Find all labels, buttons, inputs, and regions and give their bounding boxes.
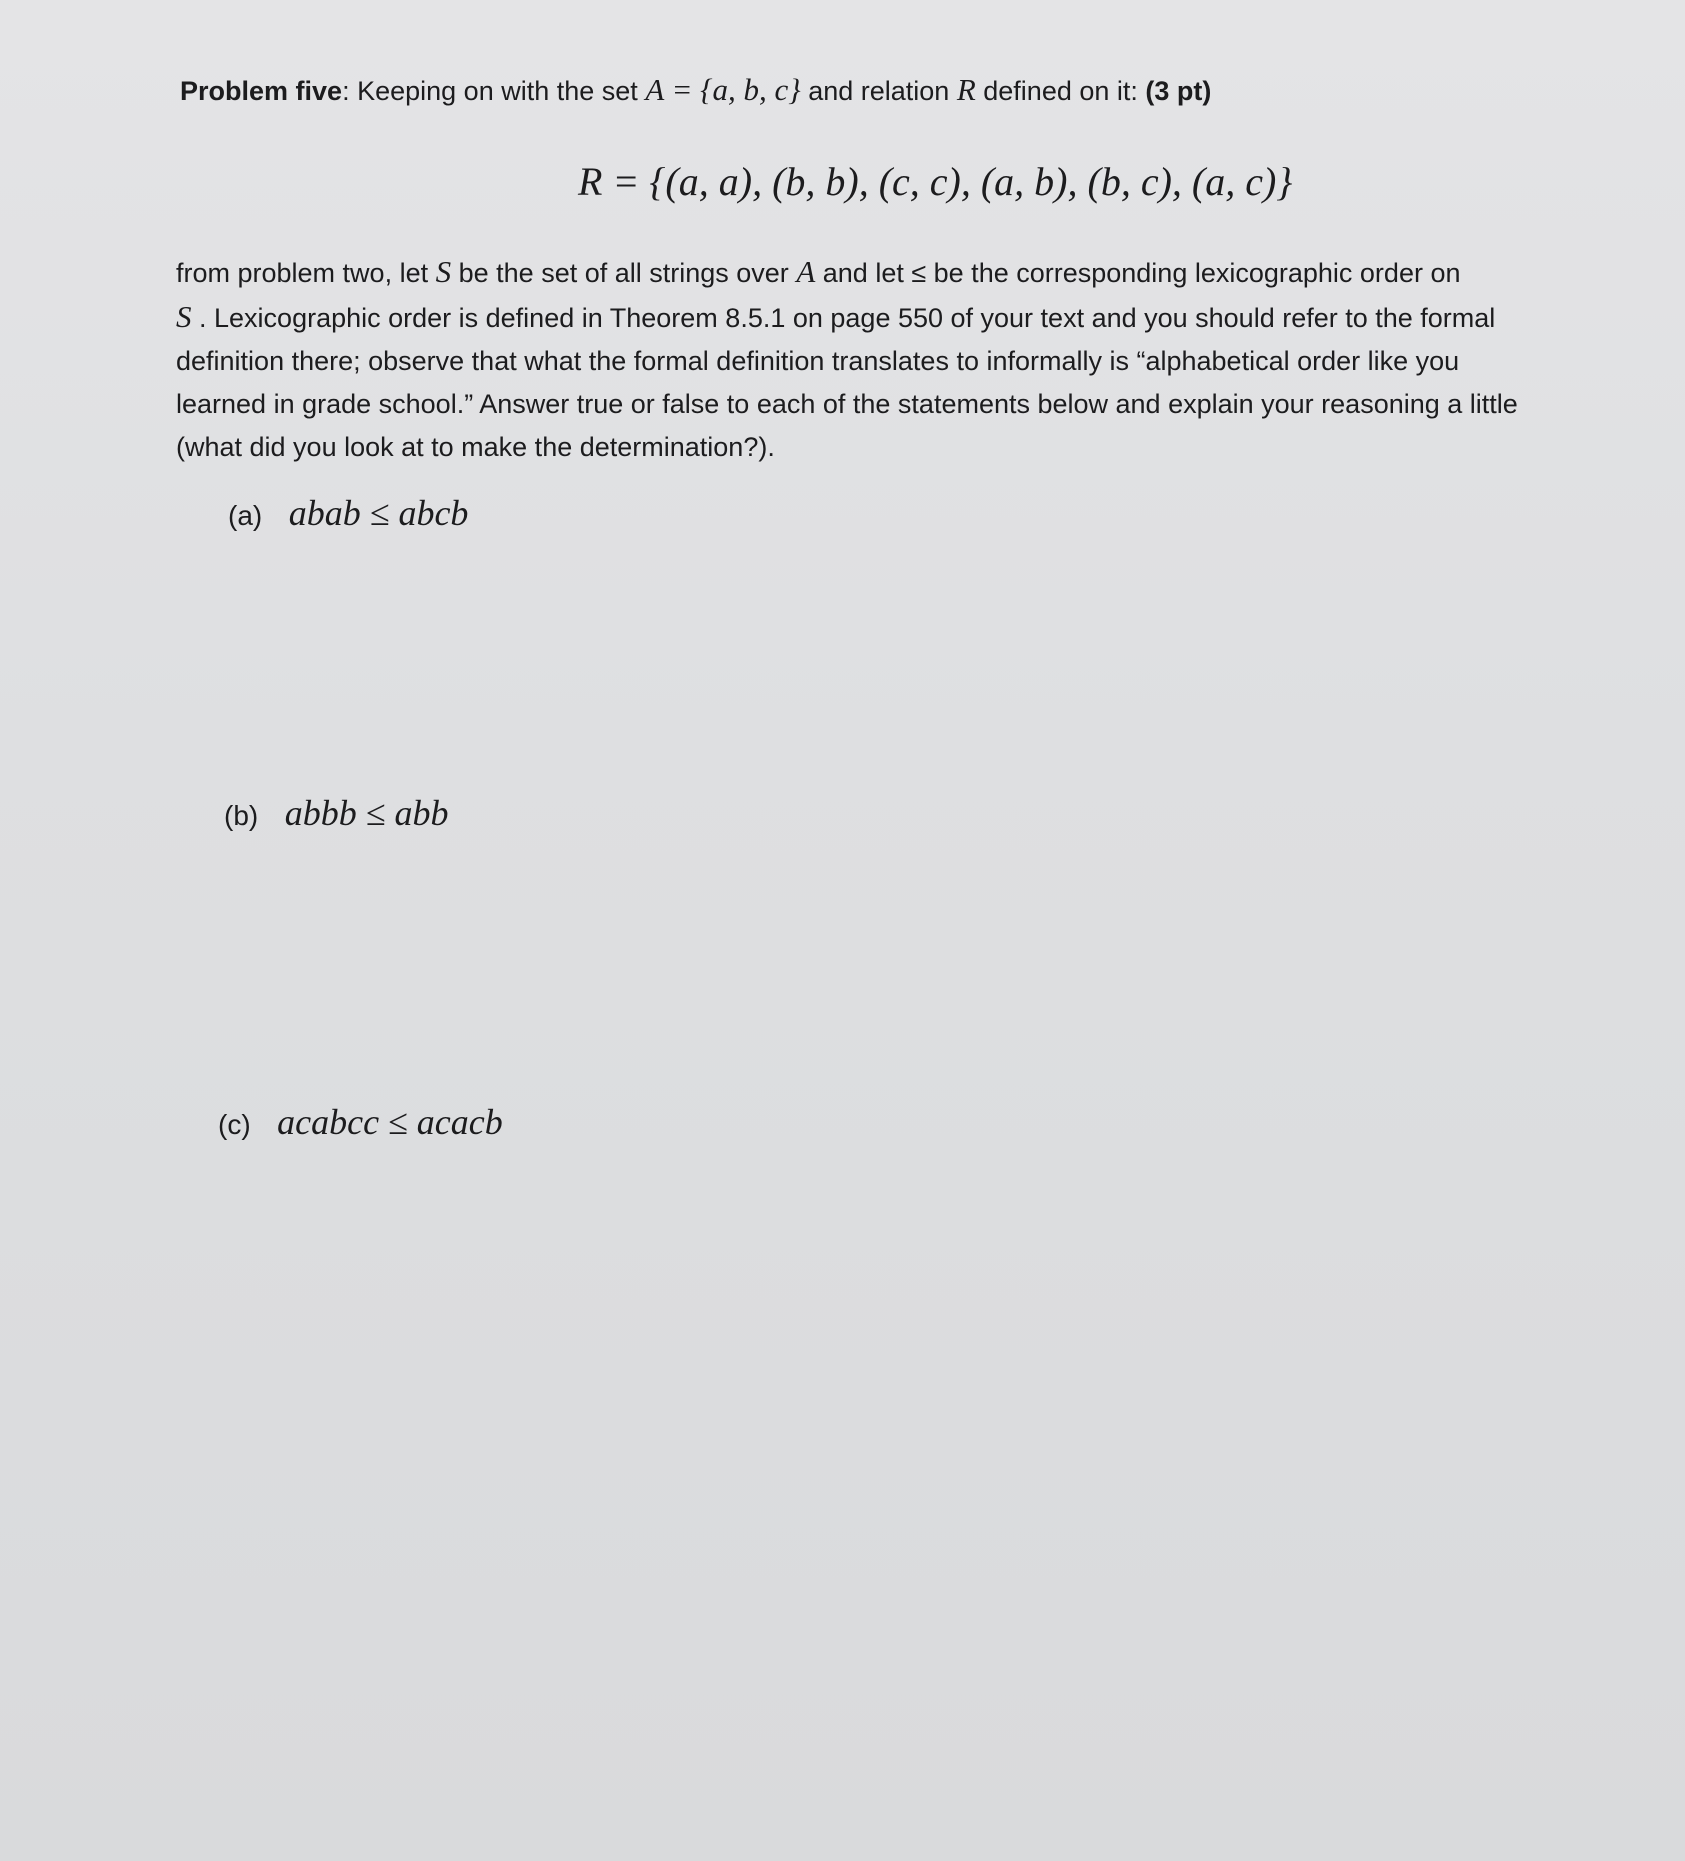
- relation-definition: R = {(a, a), (b, b), (c, c), (a, b), (b, c), (a, c)}: [578, 159, 1293, 204]
- set-S-symbol: S: [435, 254, 452, 289]
- question-c: [218, 1101, 503, 1143]
- question-expression: abbb ≤ abb: [284, 793, 449, 833]
- paragraph-line-4: learned in grade school.” Answer true or false to each of the statements below and explain your reasoning a little: [176, 389, 1518, 419]
- paragraph-line-2: [176, 295, 1596, 340]
- instructions-paragraph: [176, 250, 1596, 469]
- header-text-2: and relation: [808, 76, 950, 106]
- para-text: and let ≤ be the corresponding lexicographic order on: [822, 258, 1461, 288]
- para-text: be the set of all strings over: [458, 258, 789, 288]
- question-expression: abab ≤ abcb: [288, 493, 469, 533]
- relation-symbol: R: [956, 72, 976, 107]
- title-colon: :: [342, 76, 350, 106]
- paragraph-line-3: definition there; observe that what the formal definition translates to informally is “alphabetical order like you: [176, 346, 1460, 376]
- para-text: . Lexicographic order is defined in Theorem 8.5.1 on page 550 of your text and you should refer to the formal: [199, 303, 1496, 333]
- question-label: (b): [224, 800, 259, 831]
- question-b: [224, 792, 448, 834]
- para-text: from problem two, let: [176, 258, 429, 288]
- question-a: [228, 492, 468, 534]
- points-label: (3 pt): [1145, 76, 1212, 106]
- set-A-symbol: A: [796, 254, 816, 289]
- problem-header: [180, 72, 1211, 108]
- paragraph-line-5: (what did you look at to make the determination?).: [176, 432, 775, 462]
- set-A-definition: A = {a, b, c}: [645, 72, 801, 107]
- question-label: (a): [228, 500, 263, 531]
- header-text-1: Keeping on with the set: [357, 76, 638, 106]
- question-label: (c): [218, 1109, 251, 1140]
- paragraph-line-1: [176, 250, 1596, 295]
- problem-title: Problem five: [180, 76, 343, 106]
- header-text-3: defined on it:: [983, 76, 1138, 106]
- question-expression: acabcc ≤ acacb: [277, 1102, 503, 1142]
- set-S-symbol: S: [176, 299, 192, 334]
